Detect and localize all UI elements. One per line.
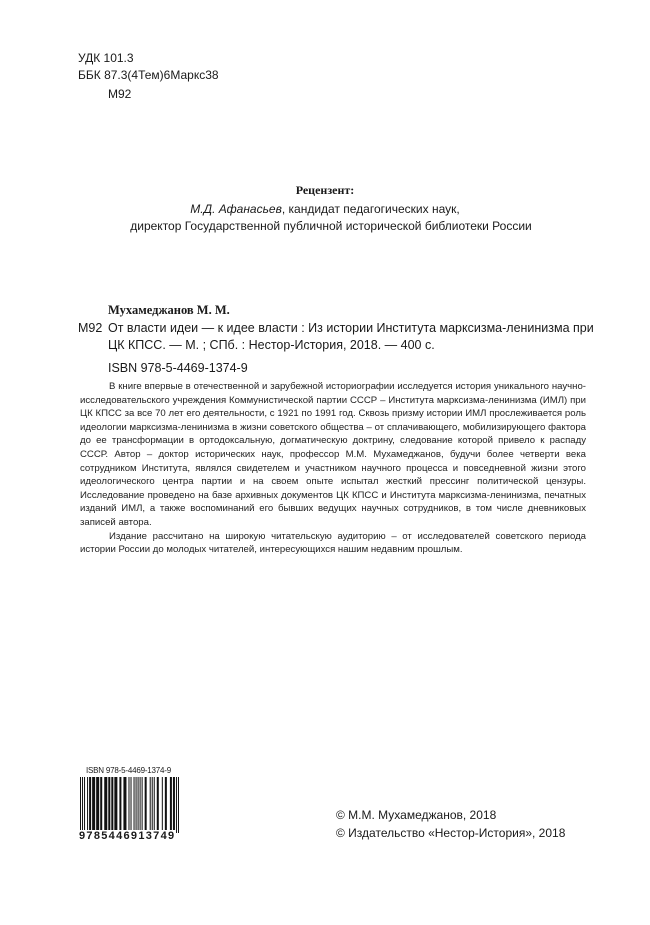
barcode-bar — [84, 777, 85, 833]
annotation — [80, 380, 586, 557]
reviewer-title: Рецензент: — [295, 183, 355, 197]
reviewer-credentials: , кандидат педагогических наук, — [281, 202, 460, 216]
barcode-bar — [140, 777, 141, 833]
copyright-author: © М.М. Мухамеджанов, 2018 — [336, 808, 497, 822]
barcode-bar — [136, 777, 137, 833]
barcode-bar — [152, 777, 153, 833]
barcode-isbn-label: ISBN 978-5-4469-1374-9 — [86, 766, 171, 775]
barcode-bar — [80, 777, 81, 833]
barcode-bar — [128, 777, 129, 833]
barcode-bar — [123, 777, 126, 833]
barcode-bar — [170, 777, 172, 833]
barcode-bar — [150, 777, 151, 833]
barcode-bar — [114, 777, 117, 833]
barcode-bar — [173, 777, 175, 833]
annotation-paragraph: В книге впервые в отечественной и зарубежной историографии исследуется история уникального научно-исследовательского учреждения Коммунистической партии СССР – Института марксизма-ленинизма (ИМЛ) при ЦК КПСС за все 70 лет его деятельности, с 1921 по 1991 год. Сквозь призму истории ИМЛ прослеживается роль идеологии марксизма-ленинизма в жизни советского общества – от сплачивающего, мобилизирующего фактора до ее трансформации в ортодоксальную, догматическую доктрину, следование которой привело к распаду СССР. Автор – доктор исторических наук, профессор М.М. Мухамеджанов, будучи более четверти века сотрудником Института, являлся свидетелем и участником научного процесса и повседневной жизни этого идеологического центра партии и на своем опыте испытал жесткий прессинг политической цензуры. Исследование проведено на базе архивных документов ЦК КПСС и Института марксизма-ленинизма, печатных изданий ИМЛ, а также воспоминаний его бывших ведущих научных сотрудников, в том числе дневниковых записей автора. — [80, 381, 586, 528]
isbn: ISBN 978-5-4469-1374-9 — [108, 361, 248, 375]
barcode-bar — [92, 777, 95, 833]
barcode-bar — [176, 777, 177, 833]
barcode-bar — [87, 777, 88, 833]
barcode-bar — [104, 777, 107, 833]
barcode-bar — [96, 777, 99, 833]
barcode-bar — [89, 777, 91, 833]
udk-code: УДК 101.3 — [78, 51, 134, 65]
barcode-bar — [165, 777, 167, 833]
barcode-bars — [80, 777, 180, 833]
reviewer-line-2: директор Государственной публичной исторической библиотеки России — [130, 219, 532, 233]
barcode-bar — [162, 777, 163, 833]
bbk-code: ББК 87.3(4Тем)6Маркс38 — [78, 68, 219, 82]
reviewer-name: М.Д. Афанасьев — [190, 202, 282, 216]
barcode-bar — [82, 777, 83, 833]
barcode-bar — [111, 777, 113, 833]
barcode-bar — [178, 777, 179, 833]
annotation-paragraph: Издание рассчитано на широкую читательскую аудиторию – от исследователей советского периода истории России до молодых читателей, интересующихся нашим недавним прошлым. — [80, 530, 586, 556]
barcode-bar — [157, 777, 159, 833]
barcode-bar — [134, 777, 135, 833]
author-mark: М92 — [108, 87, 132, 101]
barcode-digits: 9785446913749 — [79, 830, 176, 842]
barcode-bar — [142, 777, 143, 833]
author-heading: Мухамеджанов М. М. — [108, 303, 230, 317]
barcode-bar — [145, 777, 147, 833]
author-mark-code: М92 — [78, 321, 103, 335]
title-line-1: От власти идеи — к идее власти : Из истории Института марксизма-ленинизма при — [108, 321, 594, 335]
barcode — [78, 766, 182, 844]
barcode-bar — [100, 777, 102, 833]
title-line-2: ЦК КПСС. — М. ; СПб. : Нестор-История, 2018. — 400 с. — [108, 338, 435, 352]
barcode-bar — [154, 777, 155, 833]
barcode-bar — [131, 777, 132, 833]
reviewer-line-1 — [0, 202, 650, 216]
copyright-publisher: © Издательство «Нестор-История», 2018 — [336, 826, 566, 840]
barcode-bar — [119, 777, 121, 833]
barcode-bar — [138, 777, 139, 833]
barcode-bar — [108, 777, 110, 833]
